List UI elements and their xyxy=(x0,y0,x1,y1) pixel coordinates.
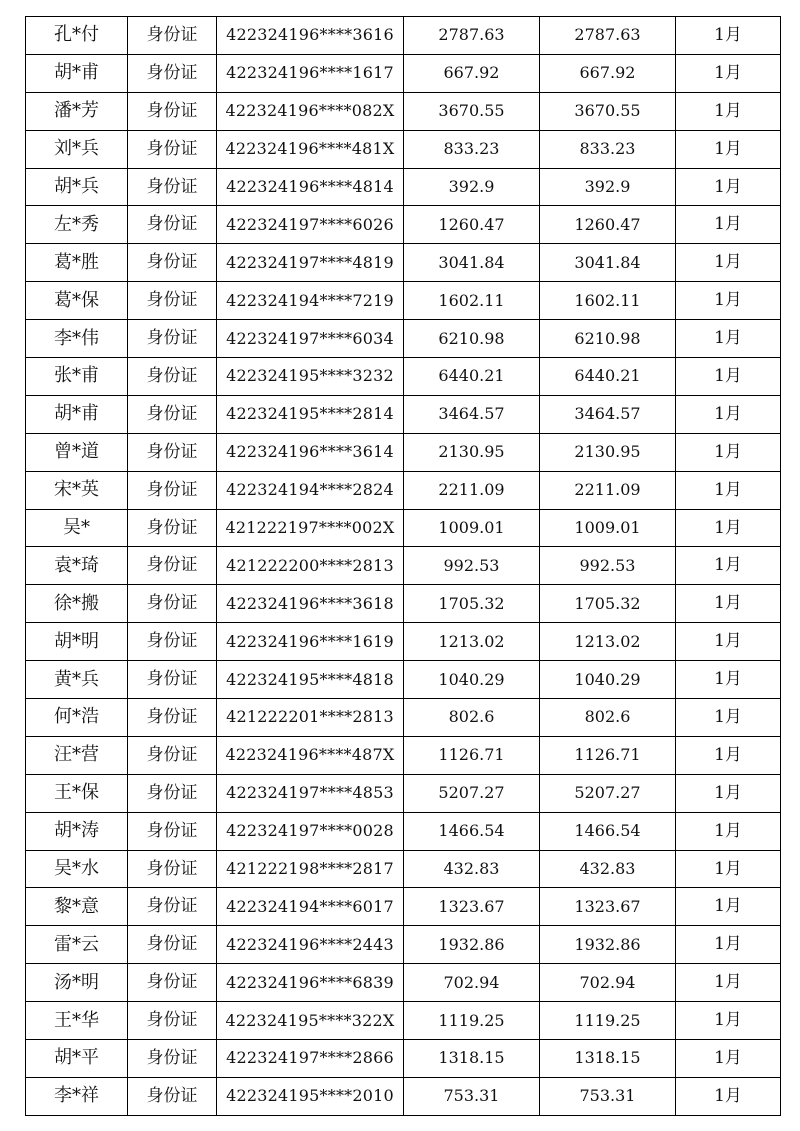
cell-id-type: 身份证 xyxy=(128,774,217,812)
cell-id-type: 身份证 xyxy=(128,320,217,358)
cell-month: 1月 xyxy=(676,433,781,471)
cell-amount-2: 432.83 xyxy=(540,850,676,888)
cell-id-number: 422324196****6839 xyxy=(217,964,404,1002)
cell-amount-1: 1260.47 xyxy=(404,206,540,244)
table-row xyxy=(26,509,781,547)
cell-id-type: 身份证 xyxy=(128,623,217,661)
table-row xyxy=(26,433,781,471)
cell-name: 葛*胜 xyxy=(26,244,128,282)
cell-amount-1: 392.9 xyxy=(404,168,540,206)
table-row xyxy=(26,1002,781,1040)
cell-amount-2: 3041.84 xyxy=(540,244,676,282)
cell-amount-1: 1040.29 xyxy=(404,661,540,699)
cell-amount-1: 1119.25 xyxy=(404,1002,540,1040)
payment-table-body xyxy=(26,17,781,1116)
cell-name: 曾*道 xyxy=(26,433,128,471)
table-row xyxy=(26,244,781,282)
table-row xyxy=(26,395,781,433)
cell-month: 1月 xyxy=(676,54,781,92)
cell-amount-2: 1705.32 xyxy=(540,585,676,623)
cell-id-number: 422324194****6017 xyxy=(217,888,404,926)
cell-id-type: 身份证 xyxy=(128,130,217,168)
cell-amount-1: 3670.55 xyxy=(404,92,540,130)
cell-id-number: 422324197****6026 xyxy=(217,206,404,244)
cell-name: 汪*营 xyxy=(26,736,128,774)
cell-amount-2: 2130.95 xyxy=(540,433,676,471)
table-row xyxy=(26,926,781,964)
cell-amount-2: 667.92 xyxy=(540,54,676,92)
cell-id-type: 身份证 xyxy=(128,812,217,850)
cell-id-type: 身份证 xyxy=(128,585,217,623)
table-row xyxy=(26,1040,781,1078)
cell-amount-2: 1009.01 xyxy=(540,509,676,547)
cell-amount-1: 2130.95 xyxy=(404,433,540,471)
cell-amount-2: 702.94 xyxy=(540,964,676,1002)
cell-month: 1月 xyxy=(676,623,781,661)
table-row xyxy=(26,54,781,92)
table-row xyxy=(26,699,781,737)
cell-name: 黎*意 xyxy=(26,888,128,926)
cell-month: 1月 xyxy=(676,130,781,168)
cell-amount-1: 1932.86 xyxy=(404,926,540,964)
cell-id-number: 422324197****2866 xyxy=(217,1040,404,1078)
cell-id-type: 身份证 xyxy=(128,471,217,509)
cell-name: 李*伟 xyxy=(26,320,128,358)
cell-amount-2: 1932.86 xyxy=(540,926,676,964)
table-row xyxy=(26,282,781,320)
cell-amount-2: 392.9 xyxy=(540,168,676,206)
table-row xyxy=(26,888,781,926)
cell-id-type: 身份证 xyxy=(128,395,217,433)
cell-name: 雷*云 xyxy=(26,926,128,964)
cell-name: 吴* xyxy=(26,509,128,547)
table-row xyxy=(26,850,781,888)
cell-id-type: 身份证 xyxy=(128,547,217,585)
cell-amount-1: 1126.71 xyxy=(404,736,540,774)
cell-amount-2: 1318.15 xyxy=(540,1040,676,1078)
cell-id-type: 身份证 xyxy=(128,736,217,774)
cell-amount-1: 2787.63 xyxy=(404,17,540,55)
cell-month: 1月 xyxy=(676,812,781,850)
cell-id-type: 身份证 xyxy=(128,850,217,888)
cell-amount-1: 1323.67 xyxy=(404,888,540,926)
cell-month: 1月 xyxy=(676,358,781,396)
cell-month: 1月 xyxy=(676,395,781,433)
cell-amount-2: 1213.02 xyxy=(540,623,676,661)
table-row xyxy=(26,320,781,358)
cell-id-number: 422324196****1617 xyxy=(217,54,404,92)
cell-name: 吴*水 xyxy=(26,850,128,888)
table-row xyxy=(26,471,781,509)
cell-name: 胡*明 xyxy=(26,623,128,661)
cell-amount-2: 1602.11 xyxy=(540,282,676,320)
cell-month: 1月 xyxy=(676,547,781,585)
cell-month: 1月 xyxy=(676,17,781,55)
cell-id-type: 身份证 xyxy=(128,358,217,396)
payment-table xyxy=(25,16,781,1116)
cell-name: 王*华 xyxy=(26,1002,128,1040)
cell-amount-2: 6210.98 xyxy=(540,320,676,358)
cell-amount-2: 2787.63 xyxy=(540,17,676,55)
cell-month: 1月 xyxy=(676,206,781,244)
cell-id-number: 421222198****2817 xyxy=(217,850,404,888)
cell-amount-1: 802.6 xyxy=(404,699,540,737)
cell-id-type: 身份证 xyxy=(128,509,217,547)
cell-id-number: 422324195****322X xyxy=(217,1002,404,1040)
cell-amount-1: 833.23 xyxy=(404,130,540,168)
cell-id-type: 身份证 xyxy=(128,699,217,737)
cell-name: 徐*搬 xyxy=(26,585,128,623)
cell-month: 1月 xyxy=(676,168,781,206)
table-row xyxy=(26,964,781,1002)
cell-amount-1: 6440.21 xyxy=(404,358,540,396)
cell-id-number: 422324197****0028 xyxy=(217,812,404,850)
cell-month: 1月 xyxy=(676,282,781,320)
cell-month: 1月 xyxy=(676,774,781,812)
cell-amount-1: 3041.84 xyxy=(404,244,540,282)
cell-amount-2: 1260.47 xyxy=(540,206,676,244)
cell-name: 宋*英 xyxy=(26,471,128,509)
cell-id-number: 422324194****2824 xyxy=(217,471,404,509)
cell-id-number: 422324197****4819 xyxy=(217,244,404,282)
cell-amount-1: 992.53 xyxy=(404,547,540,585)
cell-id-number: 422324196****3614 xyxy=(217,433,404,471)
cell-id-number: 422324196****2443 xyxy=(217,926,404,964)
cell-id-type: 身份证 xyxy=(128,661,217,699)
cell-month: 1月 xyxy=(676,888,781,926)
cell-id-number: 422324194****7219 xyxy=(217,282,404,320)
cell-amount-1: 1602.11 xyxy=(404,282,540,320)
table-row xyxy=(26,547,781,585)
cell-amount-1: 1213.02 xyxy=(404,623,540,661)
cell-name: 胡*平 xyxy=(26,1040,128,1078)
cell-id-number: 422324197****4853 xyxy=(217,774,404,812)
cell-id-number: 421222200****2813 xyxy=(217,547,404,585)
cell-id-number: 422324197****6034 xyxy=(217,320,404,358)
cell-amount-2: 753.31 xyxy=(540,1077,676,1115)
cell-amount-1: 702.94 xyxy=(404,964,540,1002)
cell-amount-2: 2211.09 xyxy=(540,471,676,509)
cell-month: 1月 xyxy=(676,699,781,737)
cell-name: 孔*付 xyxy=(26,17,128,55)
cell-month: 1月 xyxy=(676,850,781,888)
cell-name: 左*秀 xyxy=(26,206,128,244)
cell-name: 李*祥 xyxy=(26,1077,128,1115)
cell-amount-1: 5207.27 xyxy=(404,774,540,812)
cell-name: 胡*涛 xyxy=(26,812,128,850)
cell-id-number: 422324195****3232 xyxy=(217,358,404,396)
cell-amount-1: 1705.32 xyxy=(404,585,540,623)
cell-amount-2: 992.53 xyxy=(540,547,676,585)
cell-name: 袁*琦 xyxy=(26,547,128,585)
table-row xyxy=(26,736,781,774)
cell-id-number: 422324196****481X xyxy=(217,130,404,168)
cell-amount-1: 667.92 xyxy=(404,54,540,92)
cell-name: 潘*芳 xyxy=(26,92,128,130)
table-row xyxy=(26,623,781,661)
cell-id-type: 身份证 xyxy=(128,1040,217,1078)
cell-name: 何*浩 xyxy=(26,699,128,737)
cell-name: 张*甫 xyxy=(26,358,128,396)
table-row xyxy=(26,92,781,130)
cell-amount-1: 432.83 xyxy=(404,850,540,888)
cell-name: 胡*甫 xyxy=(26,54,128,92)
cell-amount-2: 6440.21 xyxy=(540,358,676,396)
table-row xyxy=(26,585,781,623)
cell-id-number: 421222201****2813 xyxy=(217,699,404,737)
table-row xyxy=(26,812,781,850)
cell-amount-2: 1126.71 xyxy=(540,736,676,774)
cell-amount-2: 1119.25 xyxy=(540,1002,676,1040)
cell-name: 黄*兵 xyxy=(26,661,128,699)
cell-id-type: 身份证 xyxy=(128,1077,217,1115)
cell-amount-2: 833.23 xyxy=(540,130,676,168)
cell-id-number: 422324195****2010 xyxy=(217,1077,404,1115)
cell-id-type: 身份证 xyxy=(128,206,217,244)
cell-id-type: 身份证 xyxy=(128,92,217,130)
cell-amount-2: 5207.27 xyxy=(540,774,676,812)
cell-id-type: 身份证 xyxy=(128,17,217,55)
cell-amount-2: 3464.57 xyxy=(540,395,676,433)
cell-amount-1: 1466.54 xyxy=(404,812,540,850)
cell-id-type: 身份证 xyxy=(128,168,217,206)
cell-name: 王*保 xyxy=(26,774,128,812)
cell-id-number: 422324196****3618 xyxy=(217,585,404,623)
cell-amount-2: 3670.55 xyxy=(540,92,676,130)
cell-amount-1: 1009.01 xyxy=(404,509,540,547)
table-row xyxy=(26,206,781,244)
cell-id-type: 身份证 xyxy=(128,282,217,320)
cell-month: 1月 xyxy=(676,661,781,699)
cell-amount-1: 3464.57 xyxy=(404,395,540,433)
cell-amount-2: 1323.67 xyxy=(540,888,676,926)
cell-id-number: 422324196****1619 xyxy=(217,623,404,661)
cell-id-number: 422324196****3616 xyxy=(217,17,404,55)
cell-month: 1月 xyxy=(676,1002,781,1040)
cell-name: 胡*甫 xyxy=(26,395,128,433)
cell-amount-1: 1318.15 xyxy=(404,1040,540,1078)
cell-id-type: 身份证 xyxy=(128,926,217,964)
cell-id-number: 422324196****4814 xyxy=(217,168,404,206)
cell-month: 1月 xyxy=(676,1040,781,1078)
cell-name: 汤*明 xyxy=(26,964,128,1002)
cell-id-number: 422324195****4818 xyxy=(217,661,404,699)
cell-name: 葛*保 xyxy=(26,282,128,320)
cell-month: 1月 xyxy=(676,471,781,509)
table-row xyxy=(26,774,781,812)
cell-month: 1月 xyxy=(676,736,781,774)
cell-month: 1月 xyxy=(676,964,781,1002)
cell-month: 1月 xyxy=(676,585,781,623)
table-row xyxy=(26,168,781,206)
cell-amount-2: 802.6 xyxy=(540,699,676,737)
cell-id-type: 身份证 xyxy=(128,964,217,1002)
cell-month: 1月 xyxy=(676,244,781,282)
cell-id-type: 身份证 xyxy=(128,1002,217,1040)
cell-month: 1月 xyxy=(676,92,781,130)
cell-amount-1: 2211.09 xyxy=(404,471,540,509)
table-row xyxy=(26,358,781,396)
cell-id-type: 身份证 xyxy=(128,244,217,282)
cell-month: 1月 xyxy=(676,926,781,964)
table-row xyxy=(26,1077,781,1115)
cell-amount-2: 1040.29 xyxy=(540,661,676,699)
table-row xyxy=(26,661,781,699)
cell-amount-1: 753.31 xyxy=(404,1077,540,1115)
cell-name: 刘*兵 xyxy=(26,130,128,168)
cell-amount-2: 1466.54 xyxy=(540,812,676,850)
cell-id-number: 421222197****002X xyxy=(217,509,404,547)
table-row xyxy=(26,17,781,55)
cell-name: 胡*兵 xyxy=(26,168,128,206)
cell-month: 1月 xyxy=(676,1077,781,1115)
cell-id-number: 422324195****2814 xyxy=(217,395,404,433)
cell-month: 1月 xyxy=(676,320,781,358)
cell-id-number: 422324196****082X xyxy=(217,92,404,130)
cell-id-type: 身份证 xyxy=(128,433,217,471)
cell-amount-1: 6210.98 xyxy=(404,320,540,358)
cell-id-type: 身份证 xyxy=(128,54,217,92)
cell-month: 1月 xyxy=(676,509,781,547)
cell-id-type: 身份证 xyxy=(128,888,217,926)
table-row xyxy=(26,130,781,168)
cell-id-number: 422324196****487X xyxy=(217,736,404,774)
